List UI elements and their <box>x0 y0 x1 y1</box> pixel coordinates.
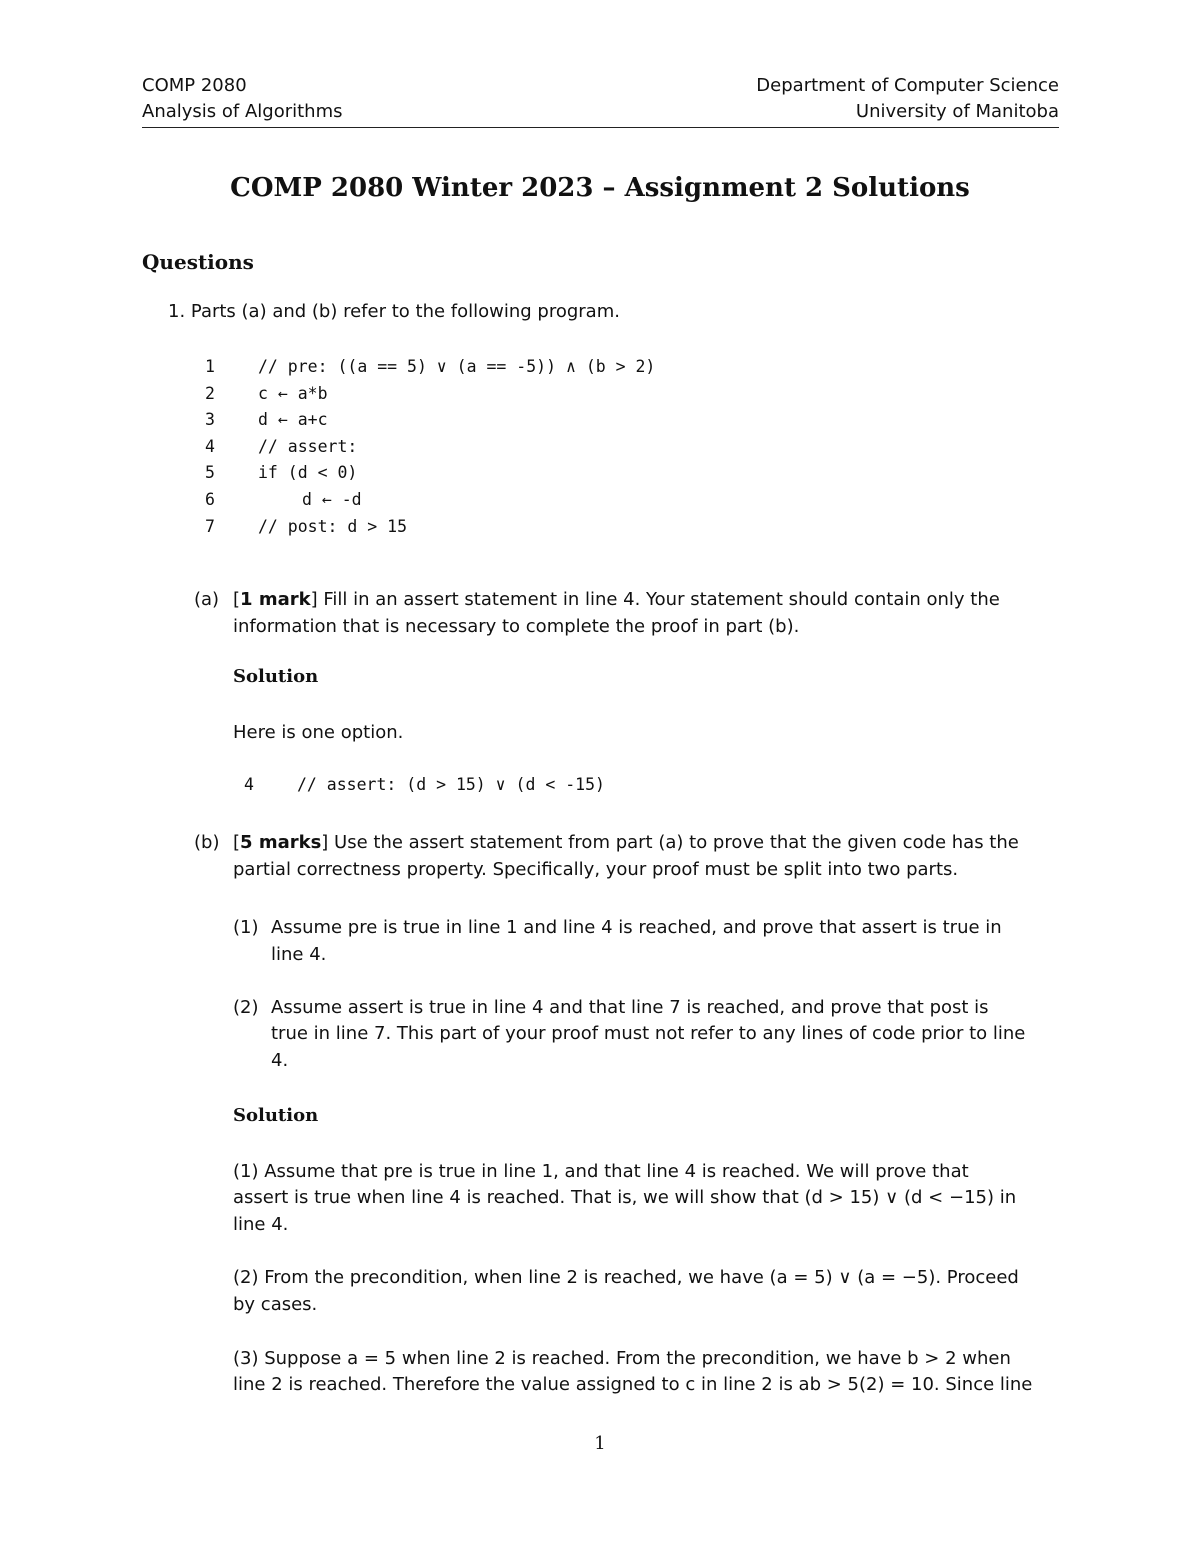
header-course-name: Analysis of Algorithms <box>142 101 343 122</box>
program-line-code: if (d < 0) <box>258 463 358 482</box>
subpart-1-line: line 4. <box>271 944 327 965</box>
answer-code: // assert: (d > 15) ∨ (d < -15) <box>297 775 605 794</box>
subpart-2-line: 4. <box>271 1050 289 1071</box>
solution-step-1-line: (1) Assume that pre is true in line 1, and that line 4 is reached. We will prove that <box>233 1161 969 1182</box>
program-line-code: c ← a*b <box>258 384 328 403</box>
program-line-number: 3 <box>205 410 215 429</box>
header-university: University of Manitoba <box>855 101 1059 122</box>
program-line-code: // pre: ((a == 5) ∨ (a == -5)) ∧ (b > 2) <box>258 357 656 376</box>
answer-line-number: 4 <box>244 775 254 794</box>
part-a-line1-text: Fill in an assert statement in line 4. Your statement should contain only the <box>317 589 1000 610</box>
program-line-code: d ← a+c <box>258 410 328 429</box>
section-heading: Questions <box>142 250 254 274</box>
program-line-number: 7 <box>205 517 215 536</box>
part-b-solution-heading: Solution <box>233 1105 319 1126</box>
part-a-mark: 1 mark <box>240 589 311 610</box>
subpart-1-line: Assume pre is true in line 1 and line 4 is reached, and prove that assert is true in <box>271 917 1002 938</box>
header-department: Department of Computer Science <box>756 75 1059 96</box>
subpart-1-label: (1) <box>233 917 259 938</box>
program-line-code: d ← -d <box>302 490 362 509</box>
program-line-number: 6 <box>205 490 215 509</box>
solution-step-1-line: line 4. <box>233 1214 289 1235</box>
program-line-code: // assert: <box>258 437 358 456</box>
subpart-2-label: (2) <box>233 997 259 1018</box>
subpart-2-line: Assume assert is true in line 4 and that line 7 is reached, and prove that post is <box>271 997 989 1018</box>
part-b-line1: [5 marks] Use the assert statement from part (a) to prove that the given code has the <box>233 832 1019 853</box>
subpart-2-line: true in line 7. This part of your proof must not refer to any lines of code prior to line <box>271 1023 1026 1044</box>
solution-step-2-line: by cases. <box>233 1294 318 1315</box>
part-b-line1-text: Use the assert statement from part (a) to prove that the given code has the <box>328 832 1019 853</box>
program-line-number: 5 <box>205 463 215 482</box>
header-rule <box>142 127 1059 128</box>
program-line-number: 1 <box>205 357 215 376</box>
solution-step-3-line: line 2 is reached. Therefore the value assigned to c in line 2 is ab > 5(2) = 10. Since line <box>233 1374 1033 1395</box>
solution-step-1-line: assert is true when line 4 is reached. That is, we will show that (d > 15) ∨ (d < −15) in <box>233 1187 1017 1208</box>
part-a-line2: information that is necessary to complete the proof in part (b). <box>233 616 800 637</box>
header-course: COMP 2080 <box>142 75 247 96</box>
part-a-solution-heading: Solution <box>233 666 319 687</box>
part-a-line1: [1 mark] Fill in an assert statement in line 4. Your statement should contain only the <box>233 589 1000 610</box>
program-line-number: 2 <box>205 384 215 403</box>
part-a-option-text: Here is one option. <box>233 722 404 743</box>
question-intro: 1. Parts (a) and (b) refer to the following program. <box>168 301 620 322</box>
part-b-mark: 5 marks <box>240 832 322 853</box>
page-title: COMP 2080 Winter 2023 – Assignment 2 Solutions <box>230 173 970 203</box>
part-a-label: (a) <box>194 589 220 610</box>
solution-step-2-line: (2) From the precondition, when line 2 is reached, we have (a = 5) ∨ (a = −5). Proceed <box>233 1267 1019 1288</box>
part-b-label: (b) <box>194 832 220 853</box>
solution-step-3-line: (3) Suppose a = 5 when line 2 is reached. From the precondition, we have b > 2 when <box>233 1348 1011 1369</box>
program-line-code: // post: d > 15 <box>258 517 408 536</box>
part-b-line2: partial correctness property. Specifically, your proof must be split into two parts. <box>233 859 959 880</box>
page-number: 1 <box>594 1433 606 1454</box>
program-line-number: 4 <box>205 437 215 456</box>
